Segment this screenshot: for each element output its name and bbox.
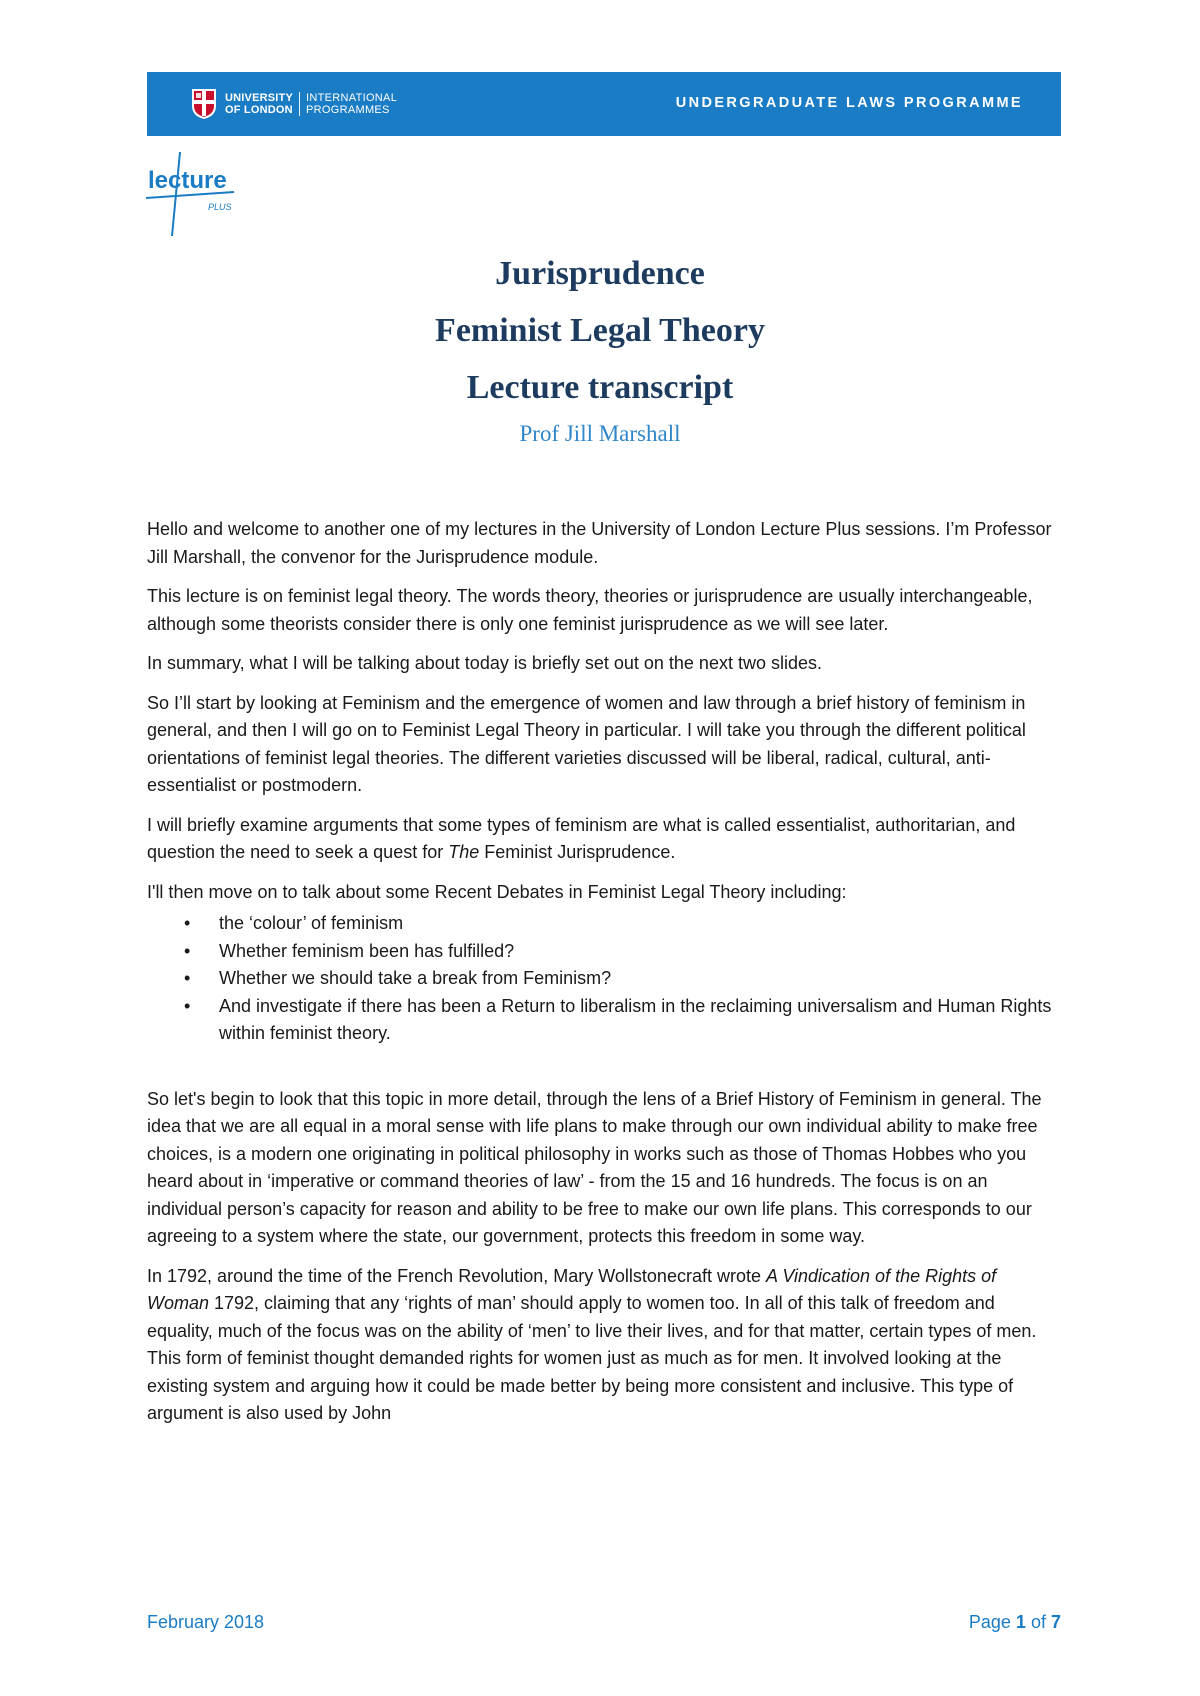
transcript-body <box>147 516 1061 1440</box>
programme-title: UNDERGRADUATE LAWS PROGRAMME <box>675 95 1023 111</box>
page-indicator <box>969 1612 1061 1633</box>
list-item: • And investigate if there has been a Return to liberalism in the reclaiming universalism and Human Rights within feminist theory. <box>219 993 1061 1048</box>
footer-date: February 2018 <box>147 1612 265 1632</box>
paragraph-wollstonecraft <box>147 1263 1061 1428</box>
page-number: 1 <box>1015 1612 1026 1632</box>
title-topic: Feminist Legal Theory <box>435 312 765 349</box>
header-banner <box>147 72 1061 136</box>
list-item: • Whether feminism been has fulfilled? <box>219 938 1061 966</box>
title-jurisprudence: Jurisprudence <box>495 255 705 292</box>
page-total: 7 <box>1050 1612 1061 1632</box>
plus-logo-word: PLUS <box>208 202 232 212</box>
paragraph-essentialism-text: I will briefly examine arguments that some types of feminism are what is called essentialist, authoritarian, and question the need to seek a quest for <box>147 814 1016 862</box>
university-crest-icon <box>191 88 217 120</box>
page-word: Page <box>968 1612 1011 1632</box>
paragraph-essentialism-end: Feminist Jurisprudence. <box>479 842 676 862</box>
international-line-1: INTERNATIONAL <box>306 92 398 104</box>
international-programmes-wordmark <box>306 92 397 116</box>
paragraph-wollstonecraft-text: In 1792, around the time of the French Revolution, Mary Wollstonecraft wrote <box>147 1265 766 1286</box>
list-item: • the ‘colour’ of feminism <box>219 910 1061 938</box>
paragraph-essentialism <box>147 812 1061 867</box>
university-of-london-wordmark <box>225 92 293 116</box>
university-line-1: UNIVERSITY <box>225 92 294 104</box>
title-document-type: Lecture transcript <box>466 369 734 406</box>
paragraph-welcome: Hello and welcome to another one of my lectures in the University of London Lecture Plus sessions. I’m Professor Jill Marshall, the convenor for the Jurisprudence module. <box>147 519 1052 567</box>
paragraph-debates-intro: I'll then move on to talk about some Recent Debates in Feminist Legal Theory including: <box>147 881 847 902</box>
title-block <box>0 245 1200 452</box>
paragraph-essentialism-italic: The <box>448 842 480 862</box>
lecture-logo-word: lecture <box>148 167 227 194</box>
university-line-2: OF LONDON <box>225 104 293 116</box>
international-line-2: PROGRAMMES <box>306 104 390 116</box>
debates-list <box>147 910 1061 1048</box>
vindication-title: A Vindication of the Rights of Woman <box>147 1265 997 1313</box>
list-item: • Whether we should take a break from Feminism? <box>219 965 1061 993</box>
paragraph-history: So let's begin to look that this topic in more detail, through the lens of a Brief History of Feminism in general. The idea that we are all equal in a moral sense with life plans to make through our own individual ability to make free choices, is a modern one originating in political philosophy in works such as those of Thomas Hobbes who you heard about in ‘imperative or command theories of law’ - from the 15 and 16 hundreds. The focus is on an individual person’s capacity for reason and ability to be free to make our own life plans. This corresponds to our agreeing to a system where the state, our government, protects this freedom in some way. <box>147 1088 1042 1246</box>
university-logo <box>191 84 397 124</box>
lecture-plus-logo <box>146 150 246 240</box>
paragraph-outline: So I’ll start by looking at Feminism and the emergence of women and law through a brief history of feminism in general, and then I will go on to Feminist Legal Theory in particular. I will take you through the different political orientations of feminist legal theories. The different varieties discussed will be liberal, radical, cultural, anti-essentialist or postmodern. <box>147 692 1026 795</box>
paragraph-wollstonecraft-end: 1792, claiming that any ‘rights of man’ should apply to women too. In all of this talk of freedom and equality, much of the focus was on the ability of ‘men’ to live their lives, and for that matter, certain types of men. This form of feminist thought demanded rights for women just as much as for men. It involved looking at the existing system and arguing how it could be made better by being more consistent and inclusive. This type of argument is also used by John <box>147 1293 1037 1423</box>
page-of: of <box>1030 1612 1046 1632</box>
logo-divider <box>299 92 300 116</box>
author-name: Prof Jill Marshall <box>519 421 681 446</box>
paragraph-summary: In summary, what I will be talking about today is briefly set out on the next two slides. <box>147 653 822 673</box>
paragraph-topic: This lecture is on feminist legal theory. The words theory, theories or jurisprudence are usually interchangeable, although some theorists consider there is only one feminist jurisprudence as we will see later. <box>147 586 1033 634</box>
